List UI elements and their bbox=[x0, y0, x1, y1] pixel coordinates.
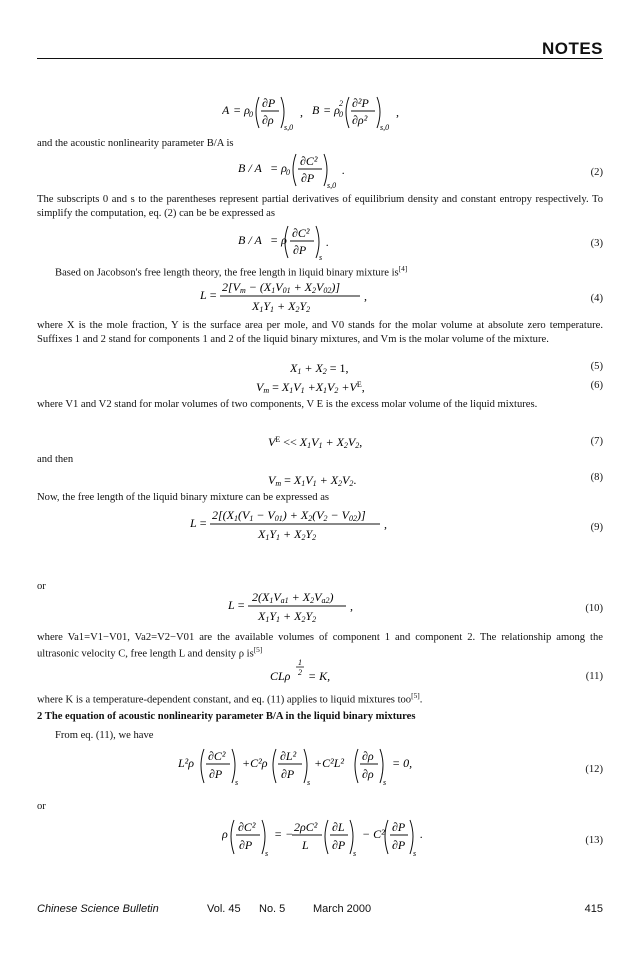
equation-4 bbox=[200, 278, 420, 316]
svg-text:2[Vm − (X1V01 + X2V02)]: 2[Vm − (X1V01 + X2V02)] bbox=[222, 280, 341, 295]
equation-5-graphic bbox=[290, 359, 380, 377]
volume: Vol. 45 bbox=[207, 903, 241, 915]
svg-text:,: , bbox=[364, 289, 367, 303]
svg-text:A: A bbox=[222, 103, 230, 117]
equation-2 bbox=[238, 150, 358, 192]
svg-text:+C²L²: +C²L² bbox=[314, 756, 344, 770]
equation-number: (7) bbox=[590, 436, 603, 447]
equation-7 bbox=[268, 433, 408, 451]
svg-text:= −: = − bbox=[274, 827, 294, 841]
svg-text:B: B bbox=[312, 103, 320, 117]
svg-text:1: 1 bbox=[298, 658, 302, 667]
paragraph: or bbox=[37, 581, 46, 592]
equation-number: (12) bbox=[585, 764, 603, 775]
svg-text:X1 + X2 = 1,: X1 + X2 = 1, bbox=[290, 361, 349, 376]
equation-13-graphic bbox=[222, 816, 462, 860]
svg-text:2[(X1(V1 − V01) + X2(V2 − V02): 2[(X1(V1 − V01) + X2(V2 − V02)] bbox=[212, 508, 366, 523]
svg-text:,: , bbox=[350, 599, 353, 613]
svg-text:∂ρ²: ∂ρ² bbox=[352, 113, 368, 127]
svg-text:∂C²: ∂C² bbox=[300, 154, 318, 168]
svg-text:s: s bbox=[319, 253, 323, 262]
svg-text:∂P: ∂P bbox=[281, 767, 295, 781]
svg-text:∂P: ∂P bbox=[392, 838, 406, 852]
svg-text:=: = bbox=[237, 598, 246, 612]
svg-text:= 0,: = 0, bbox=[392, 756, 413, 770]
svg-text:2ρC²: 2ρC² bbox=[294, 820, 318, 834]
svg-text:VE << X1V1 + X2V2,: $V^E << X1V1 + X2V2$, bbox=[268, 435, 363, 450]
equation-7-graphic bbox=[268, 433, 408, 451]
svg-text:X1Y1 + X2Y2: X1Y1 + X2Y2 bbox=[252, 299, 311, 314]
equation-8 bbox=[268, 471, 408, 489]
equation-11-graphic bbox=[270, 656, 360, 688]
citation: [5] bbox=[411, 691, 420, 700]
equation-4-graphic bbox=[200, 278, 420, 316]
svg-text:∂C²: ∂C² bbox=[292, 226, 310, 240]
paragraph-text: Based on Jacobson's free length theory, the free length in liquid binary mixture is bbox=[55, 267, 399, 279]
svg-text:∂C²: ∂C² bbox=[208, 749, 226, 763]
svg-text:L: L bbox=[302, 838, 309, 852]
paragraph: where X is the mole fraction, Y is the surface area per mole, and V0 stands for the molar volume at absolute zero temperature. Suffixes 1 and 2 stand for components 1 and 2 of the liquid binary mixtures, and Vm is the molar volume of the mixture. bbox=[37, 320, 603, 345]
svg-text:.: . bbox=[420, 827, 423, 841]
svg-text:=: = bbox=[199, 516, 208, 530]
svg-text:B / A: B / A bbox=[238, 233, 262, 247]
svg-text:,: , bbox=[300, 105, 303, 119]
equation-12-graphic bbox=[178, 745, 458, 789]
equation-9-graphic bbox=[190, 506, 430, 544]
paragraph: where V1 and V2 stand for molar volumes of two components, V E is the excess molar volume of the liquid mixtures. bbox=[37, 399, 538, 410]
svg-text:∂P: ∂P bbox=[332, 838, 346, 852]
svg-text:.: . bbox=[326, 235, 329, 249]
svg-text:∂ρ: ∂ρ bbox=[362, 767, 374, 781]
equation-5 bbox=[290, 359, 380, 377]
svg-text:L: L bbox=[228, 598, 235, 612]
paragraph: Now, the free length of the liquid binary mixture can be expressed as bbox=[37, 492, 330, 503]
equation-number: (4) bbox=[590, 293, 603, 304]
issue: No. 5 bbox=[259, 903, 286, 915]
equation-number: (11) bbox=[585, 671, 603, 682]
svg-text:Vm = X1V1 +X1V2 +VE,: $Vm = X1V1 +X1V2 +V^E$, bbox=[256, 380, 365, 395]
svg-text:+C²ρ: +C²ρ bbox=[242, 756, 268, 770]
svg-text:Vm = X1V1 + X2V2.: Vm = X1V1 + X2V2. bbox=[268, 473, 357, 488]
equation-8-graphic bbox=[268, 471, 408, 489]
journal-name: Chinese Science Bulletin bbox=[37, 903, 159, 915]
citation: [4] bbox=[398, 264, 408, 273]
svg-text:∂P: ∂P bbox=[209, 767, 223, 781]
equation-12 bbox=[178, 745, 458, 789]
equation-number: (10) bbox=[585, 603, 603, 614]
equation-2-graphic bbox=[238, 150, 358, 192]
svg-text:=: = bbox=[209, 288, 218, 302]
svg-text:∂ρ: ∂ρ bbox=[362, 749, 374, 763]
svg-text:∂P: ∂P bbox=[392, 820, 406, 834]
svg-text:CLρ: CLρ bbox=[270, 669, 291, 683]
paragraph: and then bbox=[37, 454, 74, 465]
svg-text:,: , bbox=[384, 517, 387, 531]
svg-text:∂P: ∂P bbox=[262, 96, 276, 110]
svg-text:s: s bbox=[353, 849, 357, 858]
svg-text:= ρ: = ρ bbox=[323, 103, 340, 117]
paragraph: or bbox=[37, 801, 46, 812]
svg-text:ρ: ρ bbox=[222, 827, 228, 841]
svg-text:∂C²: ∂C² bbox=[238, 820, 256, 834]
paragraph: and the acoustic nonlinearity parameter B/A is bbox=[37, 138, 234, 149]
running-header bbox=[37, 38, 603, 59]
svg-text:X1Y1 + X2Y2: X1Y1 + X2Y2 bbox=[258, 527, 317, 542]
svg-text:s,0: s,0 bbox=[327, 181, 337, 190]
equation-number: (3) bbox=[590, 238, 603, 249]
paragraph: The subscripts 0 and s to the parentheses represent partial derivatives of equilibrium density and constant entropy respectively. To simplify the computation, eq. (2) can be be expressed as bbox=[37, 194, 603, 219]
svg-text:s,0: s,0 bbox=[284, 123, 294, 132]
svg-text:0: 0 bbox=[286, 168, 290, 177]
svg-text:X1Y1 + X2Y2: X1Y1 + X2Y2 bbox=[258, 609, 317, 624]
svg-text:B / A: B / A bbox=[238, 161, 262, 175]
equation-10 bbox=[228, 588, 388, 626]
section-heading: 2 The equation of acoustic nonlinearity parameter B/A in the liquid binary mixtures bbox=[37, 711, 416, 722]
equation-1-graphic bbox=[222, 92, 442, 136]
page-number: 415 bbox=[584, 903, 603, 915]
equation-6-graphic bbox=[256, 378, 426, 396]
svg-text:s: s bbox=[413, 849, 417, 858]
paragraph-text: where Va1=V1−V01, Va2=V2−V01 are the available volumes of component 1 and component 2. The relationship among the ultrasonic velocity C, free length L and density ρ is bbox=[37, 632, 603, 660]
equation-13 bbox=[222, 816, 462, 860]
equation-3 bbox=[238, 222, 348, 262]
equation-number: (2) bbox=[590, 167, 603, 178]
equation-10-graphic bbox=[228, 588, 388, 626]
svg-text:= ρ: = ρ bbox=[270, 233, 287, 247]
svg-text:∂P: ∂P bbox=[301, 171, 315, 185]
svg-text:= ρ: = ρ bbox=[233, 103, 250, 117]
svg-text:0: 0 bbox=[249, 110, 253, 119]
equation-9 bbox=[190, 506, 430, 544]
paragraph: From eq. (11), we have bbox=[55, 730, 154, 741]
svg-text:,: , bbox=[396, 105, 399, 119]
svg-text:s: s bbox=[383, 778, 387, 787]
date: March 2000 bbox=[313, 903, 372, 915]
paragraph: where K is a temperature-dependent constant, and eq. (11) applies to liquid mixtures too[5]. bbox=[37, 691, 423, 706]
svg-text:= ρ: = ρ bbox=[270, 161, 287, 175]
svg-text:2(X1Va1 + X2Va2): 2(X1Va1 + X2Va2) bbox=[252, 590, 334, 605]
citation: [5] bbox=[253, 644, 263, 654]
equation-11 bbox=[270, 656, 360, 688]
svg-text:∂L²: ∂L² bbox=[280, 749, 297, 763]
equation-6 bbox=[256, 378, 426, 396]
paragraph-text: where K is a temperature-dependent constant, and eq. (11) applies to liquid mixtures too bbox=[37, 694, 412, 706]
svg-text:s: s bbox=[235, 778, 239, 787]
svg-text:− C²: − C² bbox=[362, 827, 385, 841]
svg-text:.: . bbox=[342, 163, 345, 177]
svg-text:s,0: s,0 bbox=[380, 123, 390, 132]
equation-3-graphic bbox=[238, 222, 348, 262]
equation-number: (6) bbox=[590, 380, 603, 391]
svg-text:= K,: = K, bbox=[308, 669, 331, 683]
svg-text:∂P: ∂P bbox=[239, 838, 253, 852]
svg-text:s: s bbox=[265, 849, 269, 858]
svg-text:2: 2 bbox=[339, 99, 343, 108]
equation-1 bbox=[222, 92, 442, 136]
svg-text:∂L: ∂L bbox=[332, 820, 345, 834]
header-label: NOTES bbox=[541, 39, 603, 58]
svg-text:L: L bbox=[200, 288, 207, 302]
svg-text:∂²P: ∂²P bbox=[352, 96, 369, 110]
svg-text:s: s bbox=[307, 778, 311, 787]
equation-number: (8) bbox=[590, 472, 603, 483]
equation-number: (9) bbox=[590, 522, 603, 533]
svg-text:L²ρ: L²ρ bbox=[178, 756, 195, 770]
equation-number: (13) bbox=[585, 835, 603, 846]
svg-text:0: 0 bbox=[339, 110, 343, 119]
svg-text:∂ρ: ∂ρ bbox=[262, 113, 274, 127]
equation-number: (5) bbox=[590, 361, 603, 372]
svg-text:L: L bbox=[190, 516, 197, 530]
svg-text:2: 2 bbox=[298, 668, 302, 677]
svg-text:∂P: ∂P bbox=[293, 243, 307, 257]
